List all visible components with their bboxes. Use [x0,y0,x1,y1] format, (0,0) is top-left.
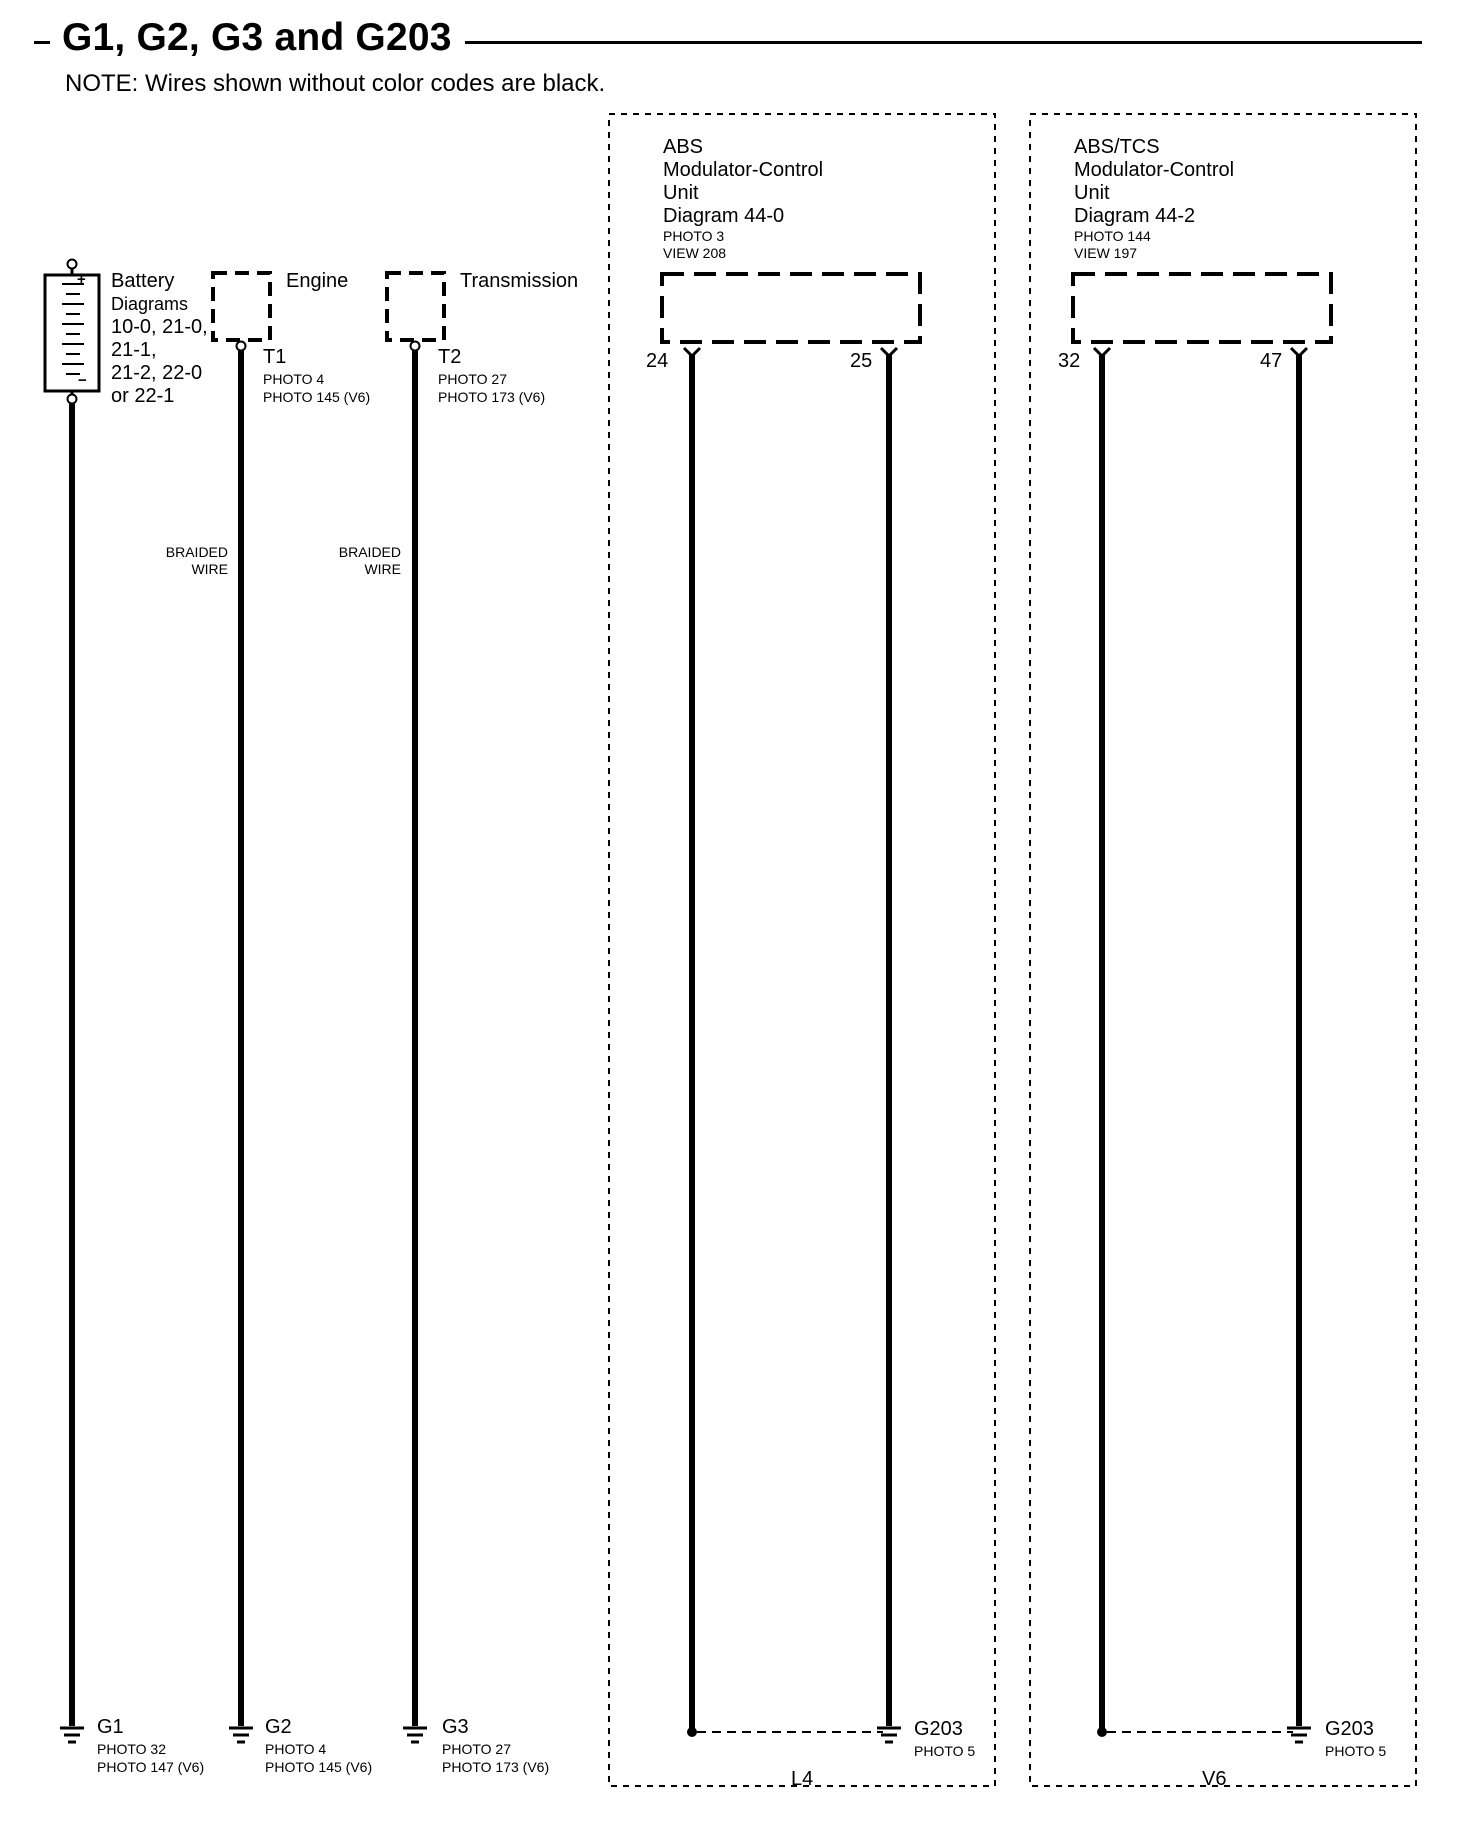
page-title: G1, G2, G3 and G203 [62,16,452,59]
variant-label-l4: L4 [791,1768,814,1790]
ground-photo-ref: PHOTO 5 [1325,1743,1387,1759]
ground-photo-ref: PHOTO 5 [914,1743,976,1759]
ground-label-g203-v6: G203 [1325,1718,1374,1740]
ground-label-g2: G2 [265,1716,292,1738]
engine-photo-ref: PHOTO 145 (V6) [263,389,371,405]
pin-25-label: 25 [850,350,873,372]
engine-terminal-label: T1 [263,346,287,368]
transmission-photo-ref: PHOTO 27 [438,371,507,387]
battery-diagrams-label: Diagrams [111,294,189,314]
braided-wire-note: BRAIDED WIRE [165,544,228,577]
battery-diagram-ref: 10-0, 21-0, [111,316,208,338]
ground-photo-ref: PHOTO 173 (V6) [442,1759,550,1775]
abs-tcs-v6-enclosure [1030,114,1416,1786]
battery-diagram-ref: or 22-1 [111,385,175,407]
ground-symbol [60,1728,1311,1742]
battery-label: Battery [111,270,175,292]
abs-tcs-module-component [1073,274,1331,342]
braided-wire-note: BRAIDED WIRE [338,544,401,577]
abs-unit-refs: PHOTO 3 VIEW 208 [663,228,727,261]
battery-diagram-ref: 21-1, [111,339,157,361]
battery-minus-sign: − [78,372,87,389]
transmission-terminal-label: T2 [438,346,462,368]
pin-32-label: 32 [1058,350,1081,372]
pin-47-label: 47 [1260,350,1283,372]
ground-photo-ref: PHOTO 4 [265,1741,327,1757]
engine-label: Engine [286,270,349,292]
abs-module-component [662,274,920,342]
ground-photo-ref: PHOTO 27 [442,1741,511,1757]
ground-photo-ref: PHOTO 32 [97,1741,166,1757]
engine-component [213,273,270,340]
pin-24-label: 24 [646,350,669,372]
abs-tcs-unit-refs: PHOTO 144 VIEW 197 [1074,228,1151,261]
transmission-component [387,273,444,340]
transmission-photo-ref: PHOTO 173 (V6) [438,389,546,405]
ground-photo-ref: PHOTO 147 (V6) [97,1759,205,1775]
note-text: NOTE: Wires shown without color codes are black. [65,70,606,97]
battery-symbol [45,260,99,404]
transmission-label: Transmission [460,270,579,292]
variant-label-v6: V6 [1202,1768,1227,1790]
ground-photo-ref: PHOTO 145 (V6) [265,1759,373,1775]
ground-label-g1: G1 [97,1716,124,1738]
battery-plus-sign: + [77,271,86,288]
battery-diagram-ref: 21-2, 22-0 [111,362,203,384]
abs-unit-title: ABS Modulator-Control Unit Diagram 44-0 [663,136,824,227]
ground-label-g203-l4: G203 [914,1718,963,1740]
abs-tcs-unit-title: ABS/TCS Modulator-Control Unit Diagram 44-2 [1074,136,1235,227]
engine-photo-ref: PHOTO 4 [263,371,325,387]
ground-label-g3: G3 [442,1716,469,1738]
